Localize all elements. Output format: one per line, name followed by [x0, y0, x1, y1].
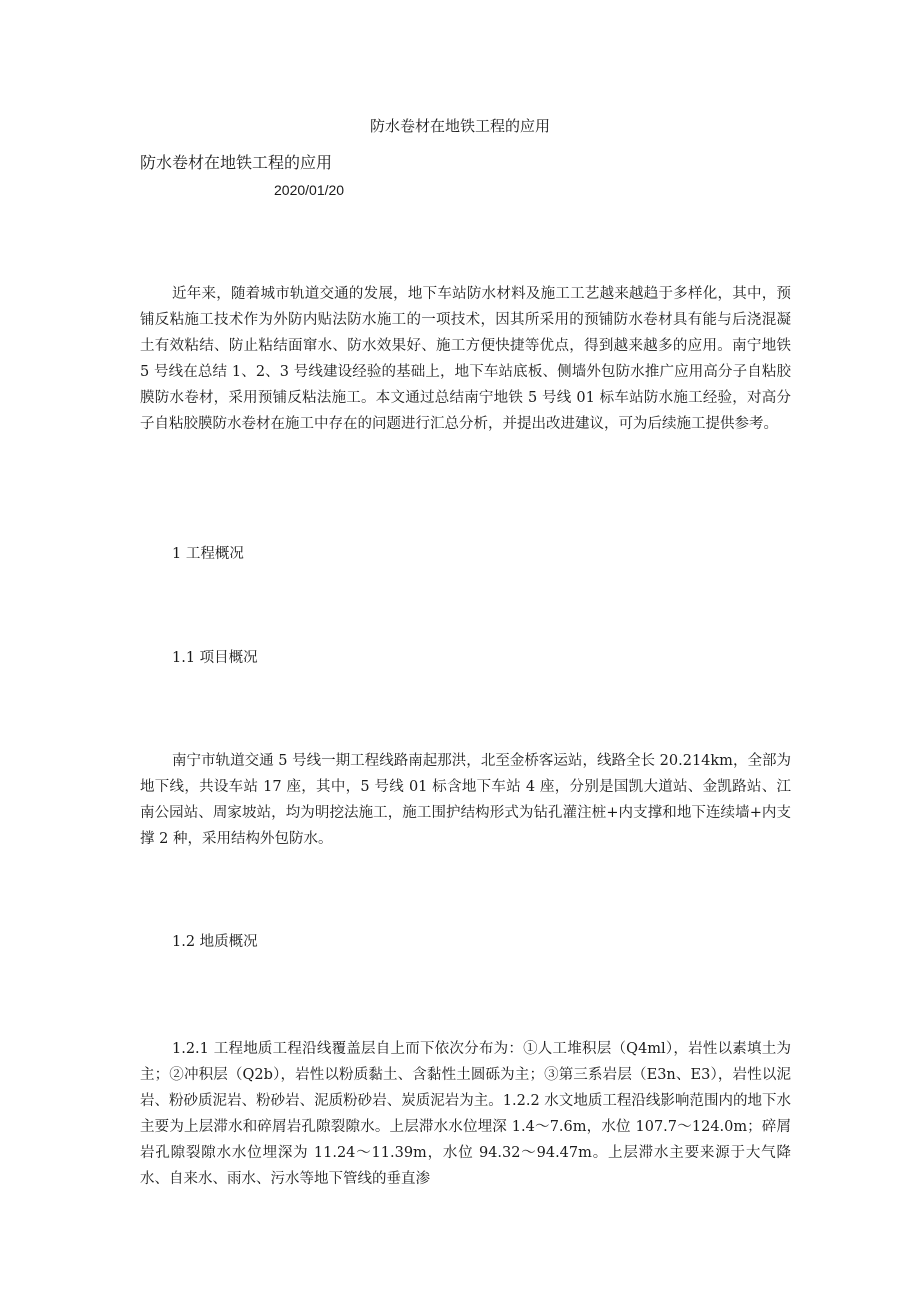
- section-heading-1: 1 工程概况: [172, 546, 244, 562]
- section-heading-1-1: 1.1 项目概况: [172, 650, 258, 666]
- intro-paragraph: 近年来，随着城市轨道交通的发展，地下车站防水材料及施工工艺越来越趋于多样化，其中，预铺反粘施工技术作为外防内贴法防水施工的一项技术，因其所采用的预铺防水卷材具有能与后浇混凝土有效粘结、防止粘结面窜水、防水效果好、施工方便快捷等优点，得到越来越多的应用。南宁地铁 5 号线在总结 1、2、3 号线建设经验的基础上，地下车站底板、侧墙外包防水推广应用高分子自粘胶膜防水卷材，采用预铺反粘法施工。本文通过总结南宁地铁 5 号线 01 标车站防水施工经验，对高分子自粘胶膜防水卷材在施工中存在的问题进行汇总分析，并提出改进建议，可为后续施工提供参考。: [140, 286, 791, 432]
- document-title: 防水卷材在地铁工程的应用: [369, 117, 550, 135]
- project-overview-paragraph: 南宁市轨道交通 5 号线一期工程线路南起那洪，北至金桥客运站，线路全长 20.214km，全部为地下线，共设车站 17 座，其中，5 号线 01 标含地下车站 4 座，分别是国凯大道站、金凯路站、江南公园站、周家坡站，均为明挖法施工，施工围护结构形式为钻孔灌注桩+内支撑和地下连续墙+内支撑 2 种，采用结构外包防水。: [140, 753, 791, 847]
- geology-paragraph: 1.2.1 工程地质工程沿线覆盖层自上而下依次分布为：①人工堆积层（Q4ml），岩性以素填土为主；②冲积层（Q2b），岩性以粉质黏土、含黏性土圆砾为主；③第三系岩层（E3n、E3），岩性以泥岩、粉砂质泥岩、粉砂岩、泥质粉砂岩、炭质泥岩为主。1.2.2 水文地质工程沿线影响范围内的地下水主要为上层滞水和碎屑岩孔隙裂隙水。上层滞水水位埋深 1.4～7.6m，水位 107.7～124.0m；碎屑岩孔隙裂隙水水位埋深为 11.24～11.39m，水位 94.32～94.47m。上层滞水主要来源于大气降水、自来水、雨水、污水等地下管线的垂直渗: [140, 1041, 791, 1187]
- section-heading-1-2: 1.2 地质概况: [172, 934, 258, 950]
- document-date: 2020/01/20: [274, 182, 345, 198]
- document-subtitle: 防水卷材在地铁工程的应用: [140, 153, 333, 172]
